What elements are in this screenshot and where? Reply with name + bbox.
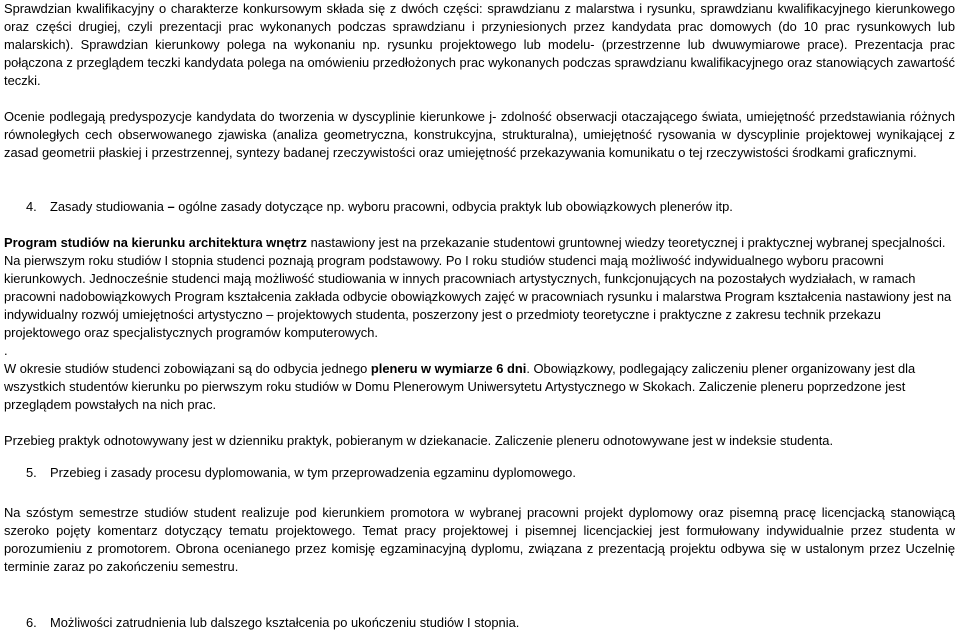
section-heading-6: [4, 614, 955, 632]
paragraph-diploma: Na szóstym semestrze studiów student realizuje pod kierunkiem promotora w wybranej pracowni projekt dyplomowy oraz pisemną pracę licencjacką stanowiącą szeroko pojęty komentarz dotyczący tematu projektowego. Temat pracy projektowej i pisemnej licencjackiej jest formułowany indywidualnie przez studenta w porozumieniu z promotorem. Obrona ocenianego przez komisję egzaminacyjną dyplomu, związana z prezentacją projektu odbywa się w ustalonym przez Uczelnię terminie zaraz po zakończeniu semestru.: [4, 505, 955, 574]
section-title: Możliwości zatrudnienia lub dalszego kształcenia po ukończeniu studiów I stopnia.: [50, 615, 520, 630]
section-number: 5.: [26, 465, 37, 480]
paragraph-assessment: Ocenie podlegają predyspozycje kandydata do tworzenia w dyscyplinie kierunkowe j- zdolność obserwacji otaczającego świata, umiejętność przedstawiania różnych równoległych cech obserwowanego zjawiska (analiza geometryczna, konstrukcyjna, strukturalna), umiejętność rysowania w dyscyplinie projektowej wynikającej z zasad geometrii płaskiej i przestrzennej, syntezy badanej rzeczywistości oraz umiejętność przekazywania komunikatu o tej rzeczywistości środkami graficznymi.: [4, 109, 955, 160]
spacer: [4, 482, 955, 504]
paragraph-plein-air: [4, 360, 955, 414]
plein-air-text-before: W okresie studiów studenci zobowiązani są do odbycia jednego: [4, 361, 371, 376]
section-title: Zasady studiowania: [50, 199, 164, 214]
section-dash: –: [163, 199, 179, 214]
paragraph-practice-log: Przebieg praktyk odnotowywany jest w dzienniku praktyk, pobieranym w dziekanacie. Zaliczenie pleneru odnotowywane jest w indeksie studenta.: [4, 433, 834, 448]
section-heading-5: [4, 464, 955, 482]
spacer: [4, 414, 955, 432]
paragraph-study-program: [4, 234, 955, 342]
section-subtitle: ogólne zasady dotyczące np. wyboru pracowni, odbycia praktyk lub obowiązkowych plenerów itp.: [178, 199, 733, 214]
plein-air-duration: pleneru w wymiarze 6 dni: [370, 361, 527, 376]
section-heading-4: [4, 198, 955, 216]
plein-air-text-after: . Obowiązkowy, podlegający zaliczeniu plener organizowany jest dla wszystkich studentów kierunku po pierwszym roku studiów w Domu Plenerowym Uniwersytetu Artystycznego w Skokach. Zaliczenie pleneru poprzedzone jest przeglądem powstałych na nich prac.: [4, 361, 916, 412]
stray-dot: .: [4, 343, 8, 358]
spacer: [4, 450, 955, 464]
spacer: [4, 90, 955, 108]
paragraph-exam-structure: Sprawdzian kwalifikacyjny o charakterze konkursowym składa się z dwóch części: sprawdzianu z malarstwa i rysunku, sprawdzianu kwalifikacyjnego kierunkowego oraz części drugiej, czyli prezentacji prac wykonanych podczas sprawdzianu i przyniesionych przez kandydata prac domowych (do 10 prac rysunkowych lub malarskich). Sprawdzian kierunkowy polega na wykonaniu np. rysunku projektowego lub modelu- (przestrzenne lub dwuwymiarowe prace). Prezentacja prac połączona z przeglądem teczki kandydata polega na omówieniu przedłożonych prac wykonanych podczas sprawdzianu kwalifikacyjnego oraz stanowiących zawartość teczki.: [4, 1, 955, 88]
section-title: Przebieg i zasady procesu dyplomowania, w tym przeprowadzenia egzaminu dyplomowego.: [50, 465, 576, 480]
spacer: [4, 216, 955, 234]
spacer: [4, 162, 955, 198]
section-number: 6.: [26, 615, 37, 630]
program-title: Program studiów na kierunku architektura wnętrz: [4, 235, 307, 250]
section-number: 4.: [26, 199, 37, 214]
spacer: [4, 576, 955, 614]
program-text: nastawiony jest na przekazanie studentowi gruntownej wiedzy teoretycznej i praktycznej wybranej specjalności. Na pierwszym roku studiów I stopnia studenci poznają program podstawowy. Po I roku studiów studenci mają możliwość indywidualnego wyboru pracowni kierunkowych. Jednocześnie studenci mają możliwość studiowania w innych pracowniach artystycznych, funkcjonujących na pozostałych wydziałach, w ramach pracowni nadobowiązkowych Program kształcenia zakłada odbycie obowiązkowych zajęć w pracowniach rysunku i malarstwa Program kształcenia nastawiony jest na indywidualny rozwój umiejętności artystyczno – projektowych studenta, poszerzony jest o przedmioty teoretyczne i praktyczne z zakresu technik przekazu projektowego oraz specjalistycznych programów komputerowych.: [4, 235, 952, 340]
